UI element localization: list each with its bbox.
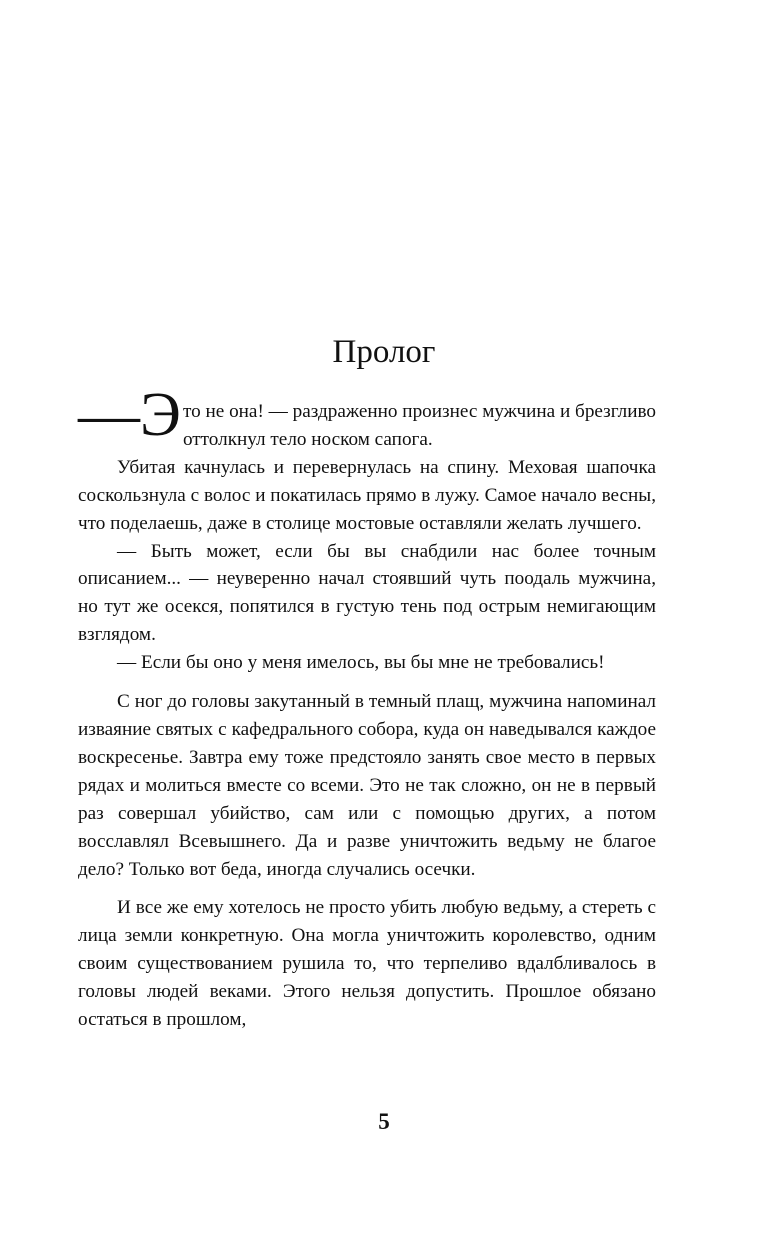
paragraph-1 [78,381,656,454]
paragraph-1-text: то не она! — раздраженно произнес мужчина и брезгливо оттолкнул тело носком сапога. [182,401,656,450]
paragraph-5: С ног до головы закутанный в темный плащ, мужчина напоминал изваяние святых с кафедрального собора, куда он наведывался каждое воскресенье. Завтра ему тоже предстояло занять свое место в первых рядах и молиться вместе со всеми. Это не так сложно, он не в первый раз совершал убийство, сам или с помощью других, а потом восславлял Всевышнего. Да и разве уничтожить ведьму не благое дело? Только вот беда, иногда случались осечки. [78,691,656,880]
body-text [78,381,656,1034]
chapter-title: Пролог [332,334,436,370]
paragraph-2: Убитая качнулась и перевернулась на спину. Меховая шапочка соскользнула с волос и покатилась прямо в лужу. Самое начало весны, что поделаешь, даже в столице мостовые оставляли желать лучшего. [78,456,656,534]
paragraph-6: И все же ему хотелось не просто убить любую ведьму, а стереть с лица земли конкретную. Она могла уничтожить королевство, одним своим существованием рушила то, что терпеливо вдалбливалось в головы людей веками. Этого нельзя допустить. Прошлое обязано остаться в прошлом, [78,897,656,1031]
drop-cap: —Э [78,381,181,449]
paragraph-4: — Если бы оно у меня имелось, вы бы мне не требовались! [117,652,605,674]
page-number: 5 [378,1109,390,1134]
paragraph-3: — Быть может, если бы вы снабдили нас более точным описанием... — неуверенно начал стоявший чуть поодаль мужчина, но тут же осекся, попятился в густую тень под острым немигающим взглядом. [78,540,656,646]
